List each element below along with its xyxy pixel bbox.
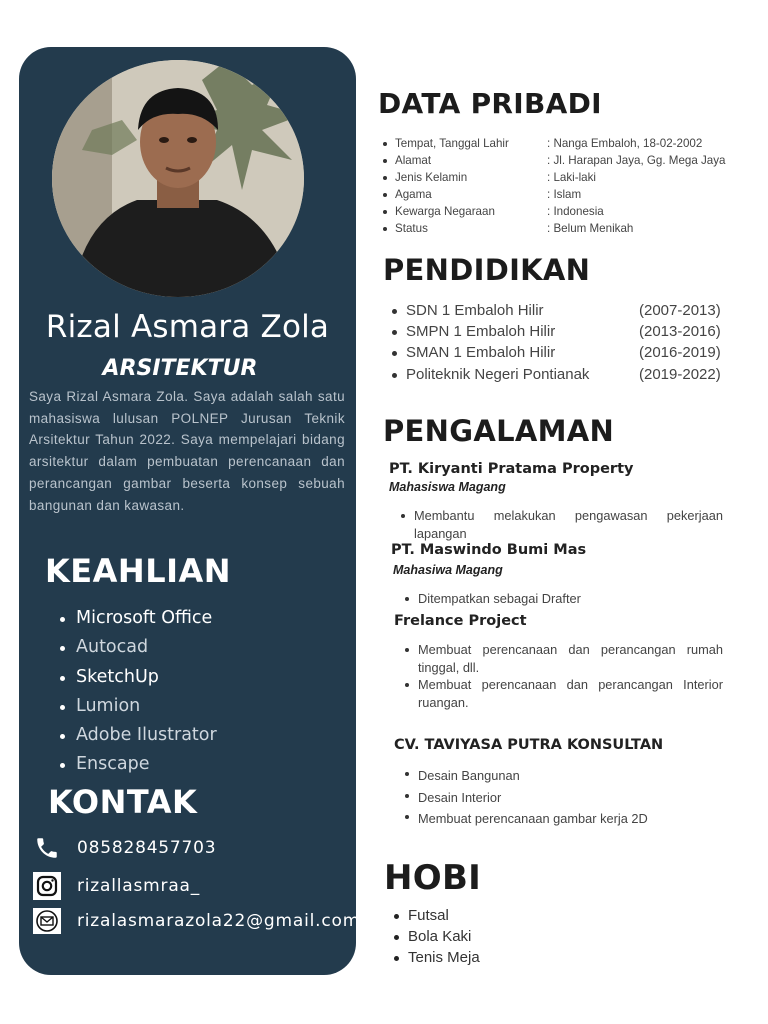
- phone-icon: [31, 834, 63, 862]
- skills-title: KEAHLIAN: [45, 552, 232, 590]
- hobbies-list: [393, 905, 480, 968]
- contact-instagram-text: rizallasmraa_: [77, 876, 201, 896]
- experience-title: PENGALAMAN: [383, 414, 615, 448]
- person-photo-illustration: [52, 60, 304, 297]
- profile-panel: [19, 47, 361, 975]
- education-title: PENDIDIKAN: [383, 253, 591, 287]
- contact-email[interactable]: [31, 907, 360, 935]
- personal-list: [383, 135, 726, 237]
- contact-title: KONTAK: [48, 783, 198, 821]
- hobbies-title: HOBI: [384, 858, 482, 898]
- personal-row: Tempat, Tanggal Lahir : Nanga Embaloh, 18-02-2002: [383, 135, 726, 152]
- education-item: SDN 1 Embaloh Hilir (2007-2013): [391, 300, 721, 321]
- email-icon: [31, 907, 63, 935]
- education-list: [391, 300, 721, 385]
- job-company: CV. TAVIYASA PUTRA KONSULTAN: [394, 737, 664, 753]
- profile-about: Saya Rizal Asmara Zola. Saya adalah salah satu mahasiswa lulusan POLNEP Jurusan Teknik Arsitektur Tahun 2022. Saya mempelajari bidang arsitektur dalam pembuatan perencanaan dan perancangan gambar beserta konsep sebuah bangunan dan kawasan.: [29, 389, 345, 513]
- contact-phone-text: 085828457703: [77, 838, 217, 858]
- job-task: Desain Bangunan: [403, 765, 723, 787]
- job-role: Mahasiwa Magang: [393, 563, 503, 577]
- job-company: PT. Kiryanti Pratama Property: [389, 461, 634, 477]
- job-tasks: [403, 765, 723, 830]
- profile-role: ARSITEKTUR: [102, 356, 258, 381]
- skill-item: Lumion: [58, 692, 217, 721]
- personal-title: DATA PRIBADI: [378, 87, 602, 120]
- profile-name: Rizal Asmara Zola: [45, 309, 330, 345]
- skills-list: [58, 604, 217, 780]
- hobby-item: Bola Kaki: [393, 926, 480, 947]
- profile-photo: [52, 60, 304, 297]
- skill-item: Microsoft Office: [58, 604, 217, 633]
- job-task: Membuat perencanaan dan perancangan Interior ruangan.: [403, 676, 723, 711]
- job-task: Membuat perencanaan dan perancangan rumah tinggal, dll.: [403, 641, 723, 676]
- instagram-icon: [31, 872, 63, 900]
- skill-item: Enscape: [58, 750, 217, 779]
- job-tasks: [399, 507, 723, 542]
- job-task: Membuat perencanaan gambar kerja 2D: [403, 808, 723, 830]
- skill-item: SketchUp: [58, 663, 217, 692]
- personal-row: Jenis Kelamin : Laki-laki: [383, 169, 726, 186]
- job-role: Mahasiswa Magang: [389, 480, 506, 494]
- contact-email-text: rizalasmarazola22@gmail.com: [77, 911, 361, 931]
- personal-row: Agama : Islam: [383, 186, 726, 203]
- hobby-item: Tenis Meja: [393, 947, 480, 968]
- personal-row: Alamat : Jl. Harapan Jaya, Gg. Mega Jaya: [383, 152, 726, 169]
- job-tasks: [403, 590, 723, 608]
- contact-phone[interactable]: [31, 834, 216, 862]
- job-company: Frelance Project: [394, 613, 527, 629]
- job-company: PT. Maswindo Bumi Mas: [391, 542, 587, 558]
- personal-row: Status : Belum Menikah: [383, 220, 726, 237]
- personal-row: Kewarga Negaraan : Indonesia: [383, 203, 726, 220]
- hobby-item: Futsal: [393, 905, 480, 926]
- job-task: Membantu melakukan pengawasan pekerjaan lapangan: [399, 507, 723, 542]
- education-item: Politeknik Negeri Pontianak (2019-2022): [391, 364, 721, 385]
- job-task: Desain Interior: [403, 787, 723, 809]
- job-tasks: [403, 641, 723, 711]
- skill-item: Autocad: [58, 633, 217, 662]
- education-item: SMAN 1 Embaloh Hilir (2016-2019): [391, 342, 721, 363]
- skill-item: Adobe Ilustrator: [58, 721, 217, 750]
- contact-instagram[interactable]: [31, 872, 200, 900]
- job-task: Ditempatkan sebagai Drafter: [403, 590, 723, 608]
- education-item: SMPN 1 Embaloh Hilir (2013-2016): [391, 321, 721, 342]
